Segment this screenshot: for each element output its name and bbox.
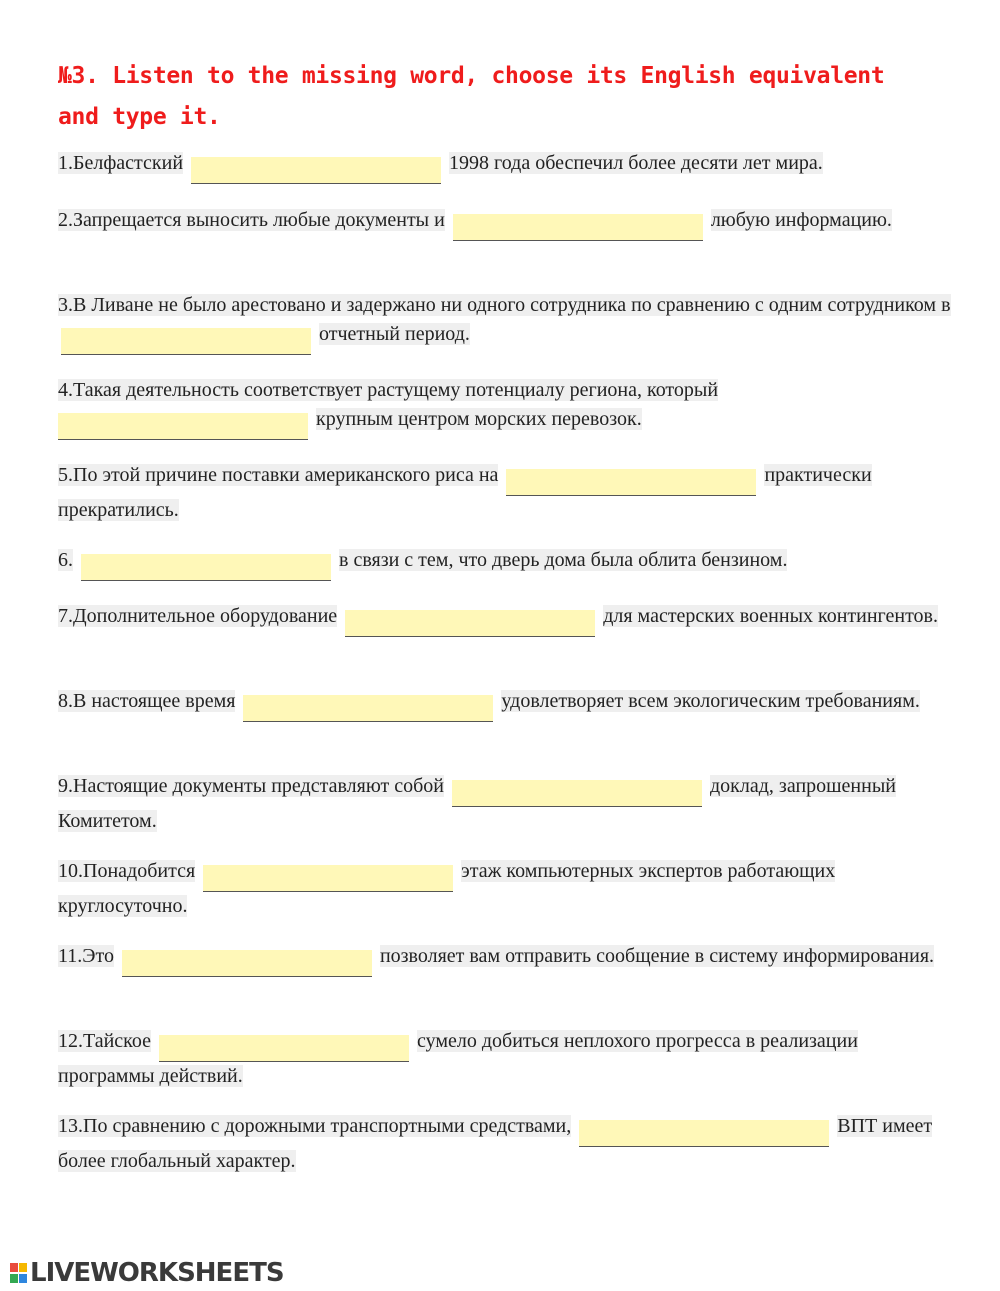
answer-input-3[interactable] bbox=[61, 328, 311, 355]
answer-input-8[interactable] bbox=[243, 695, 493, 722]
liveworksheets-logo-icon bbox=[10, 1261, 28, 1285]
logo-text: LIVEWORKSHEETS bbox=[30, 1258, 284, 1288]
sentence-4 bbox=[58, 376, 958, 440]
sentence-text-before: 10.Понадобится bbox=[58, 860, 196, 882]
sentence-5 bbox=[58, 461, 958, 525]
sentence-text-after: доклад, запрошенный Комитетом. bbox=[58, 775, 896, 832]
answer-input-2[interactable] bbox=[453, 214, 703, 241]
sentence-text-before: 5.По этой причине поставки американского риса на bbox=[58, 464, 499, 486]
sentence-text-after: отчетный период. bbox=[319, 323, 470, 345]
sentence-text-before: 1.Белфастский bbox=[58, 152, 184, 174]
answer-input-9[interactable] bbox=[452, 780, 702, 807]
sentence-7 bbox=[58, 602, 958, 637]
sentence-3 bbox=[58, 291, 958, 355]
answer-input-12[interactable] bbox=[159, 1035, 409, 1062]
sentence-10 bbox=[58, 857, 958, 921]
sentence-text-before: 8.В настоящее время bbox=[58, 690, 236, 712]
sentence-11 bbox=[58, 942, 958, 977]
sentence-text-after: сумело добиться неплохого прогресса в реализации программы действий. bbox=[58, 1030, 858, 1087]
sentence-text-after: в связи с тем, что дверь дома была облита бензином. bbox=[339, 549, 788, 571]
exercise-title: №3. Listen to the missing word, choose its English equivalent and type it. bbox=[58, 63, 885, 130]
sentence-text-before: 9.Настоящие документы представляют собой bbox=[58, 775, 444, 797]
sentence-text-before: 4.Такая деятельность соответствует растущему потенциалу региона, который bbox=[58, 379, 719, 401]
answer-input-1[interactable] bbox=[191, 157, 441, 184]
answer-input-7[interactable] bbox=[345, 610, 595, 637]
sentence-text-before: 7.Дополнительное оборудование bbox=[58, 605, 338, 627]
sentence-9 bbox=[58, 772, 958, 836]
sentence-text-after: любую информацию. bbox=[710, 209, 892, 231]
sentence-text-after: удовлетворяет всем экологическим требованиям. bbox=[501, 690, 920, 712]
sentence-1 bbox=[58, 149, 958, 184]
sentence-text-after: крупным центром морских перевозок. bbox=[316, 408, 642, 430]
answer-input-4[interactable] bbox=[58, 413, 308, 440]
sentence-text-after: ВПТ имеет более глобальный характер. bbox=[58, 1115, 933, 1172]
answer-input-10[interactable] bbox=[203, 865, 453, 892]
sentence-text-before: 12.Тайское bbox=[58, 1030, 151, 1052]
sentence-text-after: этаж компьютерных экспертов работающих круглосуточно. bbox=[58, 860, 836, 917]
answer-input-5[interactable] bbox=[506, 469, 756, 496]
liveworksheets-logo[interactable] bbox=[10, 1259, 284, 1287]
sentence-12 bbox=[58, 1027, 958, 1091]
sentence-text-before: 13.По сравнению с дорожными транспортными средствами, bbox=[58, 1115, 572, 1137]
sentence-8 bbox=[58, 687, 958, 722]
answer-input-11[interactable] bbox=[122, 950, 372, 977]
sentence-text-after: практически прекратились. bbox=[58, 464, 872, 521]
sentence-13 bbox=[58, 1112, 958, 1176]
sentence-2 bbox=[58, 206, 958, 241]
answer-input-13[interactable] bbox=[579, 1120, 829, 1147]
sentence-6 bbox=[58, 546, 958, 581]
sentence-text-before: 3.В Ливане не было арестовано и задержано ни одного сотрудника по сравнению с одним сотрудником в bbox=[58, 294, 951, 316]
sentence-text-after: позволяет вам отправить сообщение в систему информирования. bbox=[379, 945, 935, 967]
sentence-text-before: 6. bbox=[58, 549, 73, 571]
sentence-text-before: 2.Запрещается выносить любые документы и bbox=[58, 209, 445, 231]
sentence-text-after: 1998 года обеспечил более десяти лет мира. bbox=[449, 152, 823, 174]
sentence-text-before: 11.Это bbox=[58, 945, 114, 967]
sentence-text-after: для мастерских военных контингентов. bbox=[603, 605, 938, 627]
answer-input-6[interactable] bbox=[81, 554, 331, 581]
